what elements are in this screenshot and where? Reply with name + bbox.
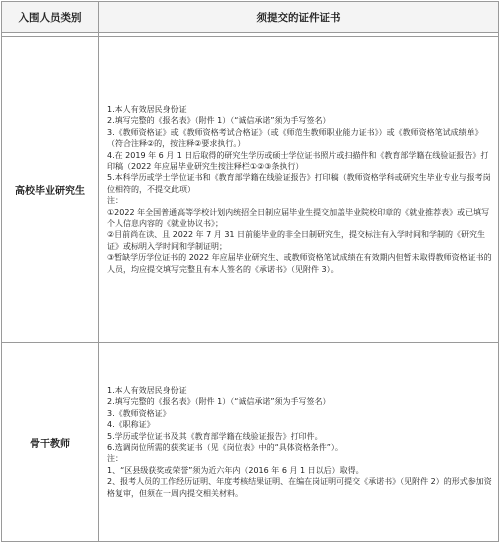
document-item: 4.在 2019 年 6 月 1 日后取得的研究生学历或硕士学位证书照片或扫描件和《教育部学籍在线验证报告》打印稿（2022 年应届毕业研究生按注释栏①②③条执行）	[107, 150, 489, 171]
document-item: 5.学历或学位证书及其《教育部学籍在线验证报告》打印件。	[107, 431, 323, 441]
documents-table	[1, 1, 499, 542]
document-item: 1.本人有效居民身份证	[107, 104, 187, 114]
document-item: 3.《教师资格证》	[107, 408, 171, 418]
document-item: 2.填写完整的《报名表》（附件 1）（“诚信承诺”须为手写签名）	[107, 116, 331, 126]
document-item: 5.本科学历或学士学位证书和《教育部学籍在线验证报告》打印稿（教师资格学科或研究生毕业专业与报考岗位相符的，不提交此项）	[107, 173, 491, 194]
note-item: ③暂缺学历学位证书的 2022 年应届毕业研究生、或教师资格笔试成绩在有效期内但暂未取得教师资格证书的人员，均应提交填写完整且有本人签名的《承诺书》（见附件 3）。	[107, 253, 492, 274]
category-cell: 骨干教师	[2, 343, 99, 542]
document-item: 4.《职称证》	[107, 420, 155, 430]
document-item: 2.填写完整的《报名表》（附件 1）（“诚信承诺”须为手写签名）	[107, 397, 331, 407]
document-item: 6.选调岗位所需的获奖证书（见《岗位表》中的“具体资格条件”）。	[107, 443, 343, 452]
note-label: 注：	[107, 196, 123, 206]
document-item: 3.《教师资格证》或《教师资格考试合格证》（或《师范生教师职业能力证书》）或《教师资格笔试成绩单》（符合注释②的，按注释②要求执行。）	[107, 127, 483, 149]
table-header-row	[2, 2, 499, 33]
note-item: ②目前尚在读、且 2022 年 7 月 31 日前能毕业的非全日制研究生，提交标注有入学时间和学制的《研究生证》或标明入学时间和学制证明；	[107, 230, 486, 251]
header-documents: 须提交的证件证书	[99, 2, 499, 33]
document-item: 1.本人有效居民身份证	[107, 385, 187, 395]
documents-cell	[99, 343, 499, 542]
category-cell: 高校毕业研究生	[2, 37, 99, 343]
note-label: 注：	[107, 454, 123, 464]
documents-cell	[99, 37, 499, 343]
table-row	[2, 343, 499, 542]
header-category: 入围人员类别	[2, 2, 99, 33]
note-item: 2、报考人员的工作经历证明、年度考核结果证明、在编在岗证明可提交《承诺书》（见附件 2）的形式参加资格复审，但须在一周内提交相关材料。	[107, 477, 492, 498]
note-item: 1、“区县级获奖或荣誉”须为近六年内（2016 年 6 月 1 日以后）取得。	[107, 465, 364, 475]
table-row	[2, 37, 499, 343]
note-item: ①2022 年全国普通高等学校计划内统招全日制应届毕业生提交加盖毕业院校印章的《就业推荐表》或已填写个人信息内容的《就业协议书》；	[107, 207, 490, 229]
